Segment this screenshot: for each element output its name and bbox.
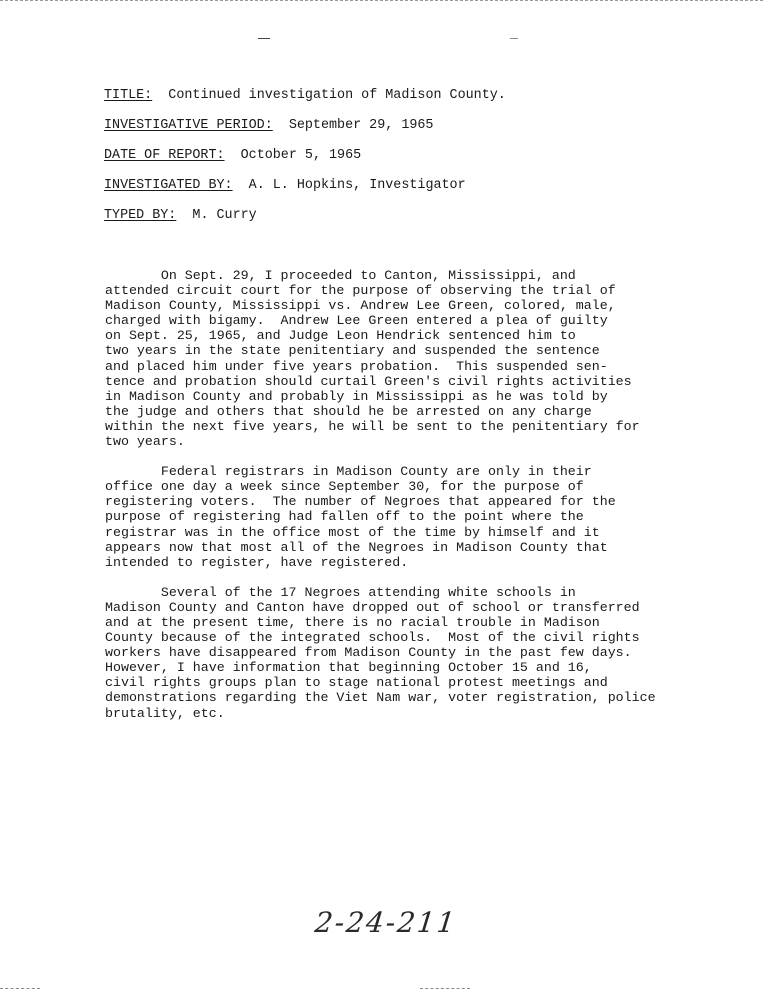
paragraph-line: registering voters. The number of Negroes that appeared for the (105, 494, 616, 510)
paragraph-line: and placed him under five years probation. This suspended sen- (105, 358, 608, 374)
paragraph-line: County because of the integrated schools. Most of the civil rights (105, 630, 640, 646)
typed-by-line (104, 208, 724, 238)
paragraph-line: tence and probation should curtail Green's civil rights activities (105, 373, 632, 389)
paragraph-line: appears now that most all of the Negroes in Madison County that (105, 539, 608, 555)
title-line (104, 88, 724, 118)
paragraph-line: two years. (105, 434, 185, 450)
paragraph-line: intended to register, have registered. (105, 554, 409, 570)
paragraph-schools-civil-rights (105, 585, 745, 721)
paragraph-green-trial (105, 268, 745, 449)
paragraph-line: two years in the state penitentiary and suspended the sentence (105, 343, 600, 359)
typed-by-value: M. Curry (192, 208, 257, 223)
paragraph-line: in Madison County and probably in Mississippi as he was told by (105, 388, 608, 404)
paragraph-line: Madison County and Canton have dropped out of school or transferred (105, 599, 640, 615)
paragraph-line: registrar was in the office most of the time by himself and it (105, 524, 600, 540)
top-scan-border (0, 0, 763, 5)
report-header (104, 88, 724, 238)
title-value: Continued investigation of Madison County. (168, 88, 506, 103)
paragraph-line: demonstrations regarding the Viet Nam war, voter registration, police (105, 690, 656, 706)
investigative-period-value: September 29, 1965 (288, 118, 434, 133)
paragraph-line: civil rights groups plan to stage national protest meetings and (105, 675, 608, 691)
investigated-by-label: INVESTIGATED BY: (104, 178, 233, 193)
date-of-report-line (104, 148, 724, 178)
investigated-by-value: A. L. Hopkins, Investigator (248, 178, 466, 193)
paragraph-line: On Sept. 29, I proceeded to Canton, Mississippi, and (105, 268, 576, 283)
paragraph-line: However, I have information that beginning October 15 and 16, (105, 660, 592, 676)
paragraph-line: brutality, etc. (105, 705, 225, 721)
paragraph-line: the judge and others that should he be arrested on any charge (105, 403, 592, 419)
paragraph-line: purpose of registering had fallen off to the point where the (105, 509, 584, 525)
report-body (105, 268, 745, 736)
paragraph-line: within the next five years, he will be sent to the penitentiary for (105, 418, 640, 434)
title-label: TITLE: (104, 88, 153, 103)
investigated-by-line (104, 178, 724, 208)
scan-mark-top-right (510, 38, 518, 39)
paragraph-line: attended circuit court for the purpose of observing the trial of (105, 283, 616, 299)
date-of-report-label: DATE OF REPORT: (104, 148, 225, 163)
typed-by-label: TYPED BY: (104, 208, 177, 223)
paragraph-line: Federal registrars in Madison County are only in their (105, 464, 592, 480)
paragraph-federal-registrars (105, 464, 745, 570)
paragraph-line: charged with bigamy. Andrew Lee Green entered a plea of guilty (105, 313, 608, 329)
paragraph-line: and at the present time, there is no racial trouble in Madison (105, 614, 600, 630)
paragraph-line: on Sept. 25, 1965, and Judge Leon Hendrick sentenced him to (105, 328, 576, 344)
handwritten-file-number: 2-24-211 (313, 906, 459, 939)
paragraph-line: Several of the 17 Negroes attending white schools in (105, 584, 576, 600)
date-of-report-value: October 5, 1965 (240, 148, 362, 163)
paragraph-line: Madison County, Mississippi vs. Andrew Lee Green, colored, male, (105, 298, 616, 314)
investigative-period-line (104, 118, 724, 148)
paragraph-line: office one day a week since September 30, for the purpose of (105, 479, 584, 495)
investigative-period-label: INVESTIGATIVE PERIOD: (104, 118, 273, 133)
scan-mark-top-left (258, 38, 270, 39)
paragraph-line: workers have disappeared from Madison County in the past few days. (105, 645, 632, 661)
